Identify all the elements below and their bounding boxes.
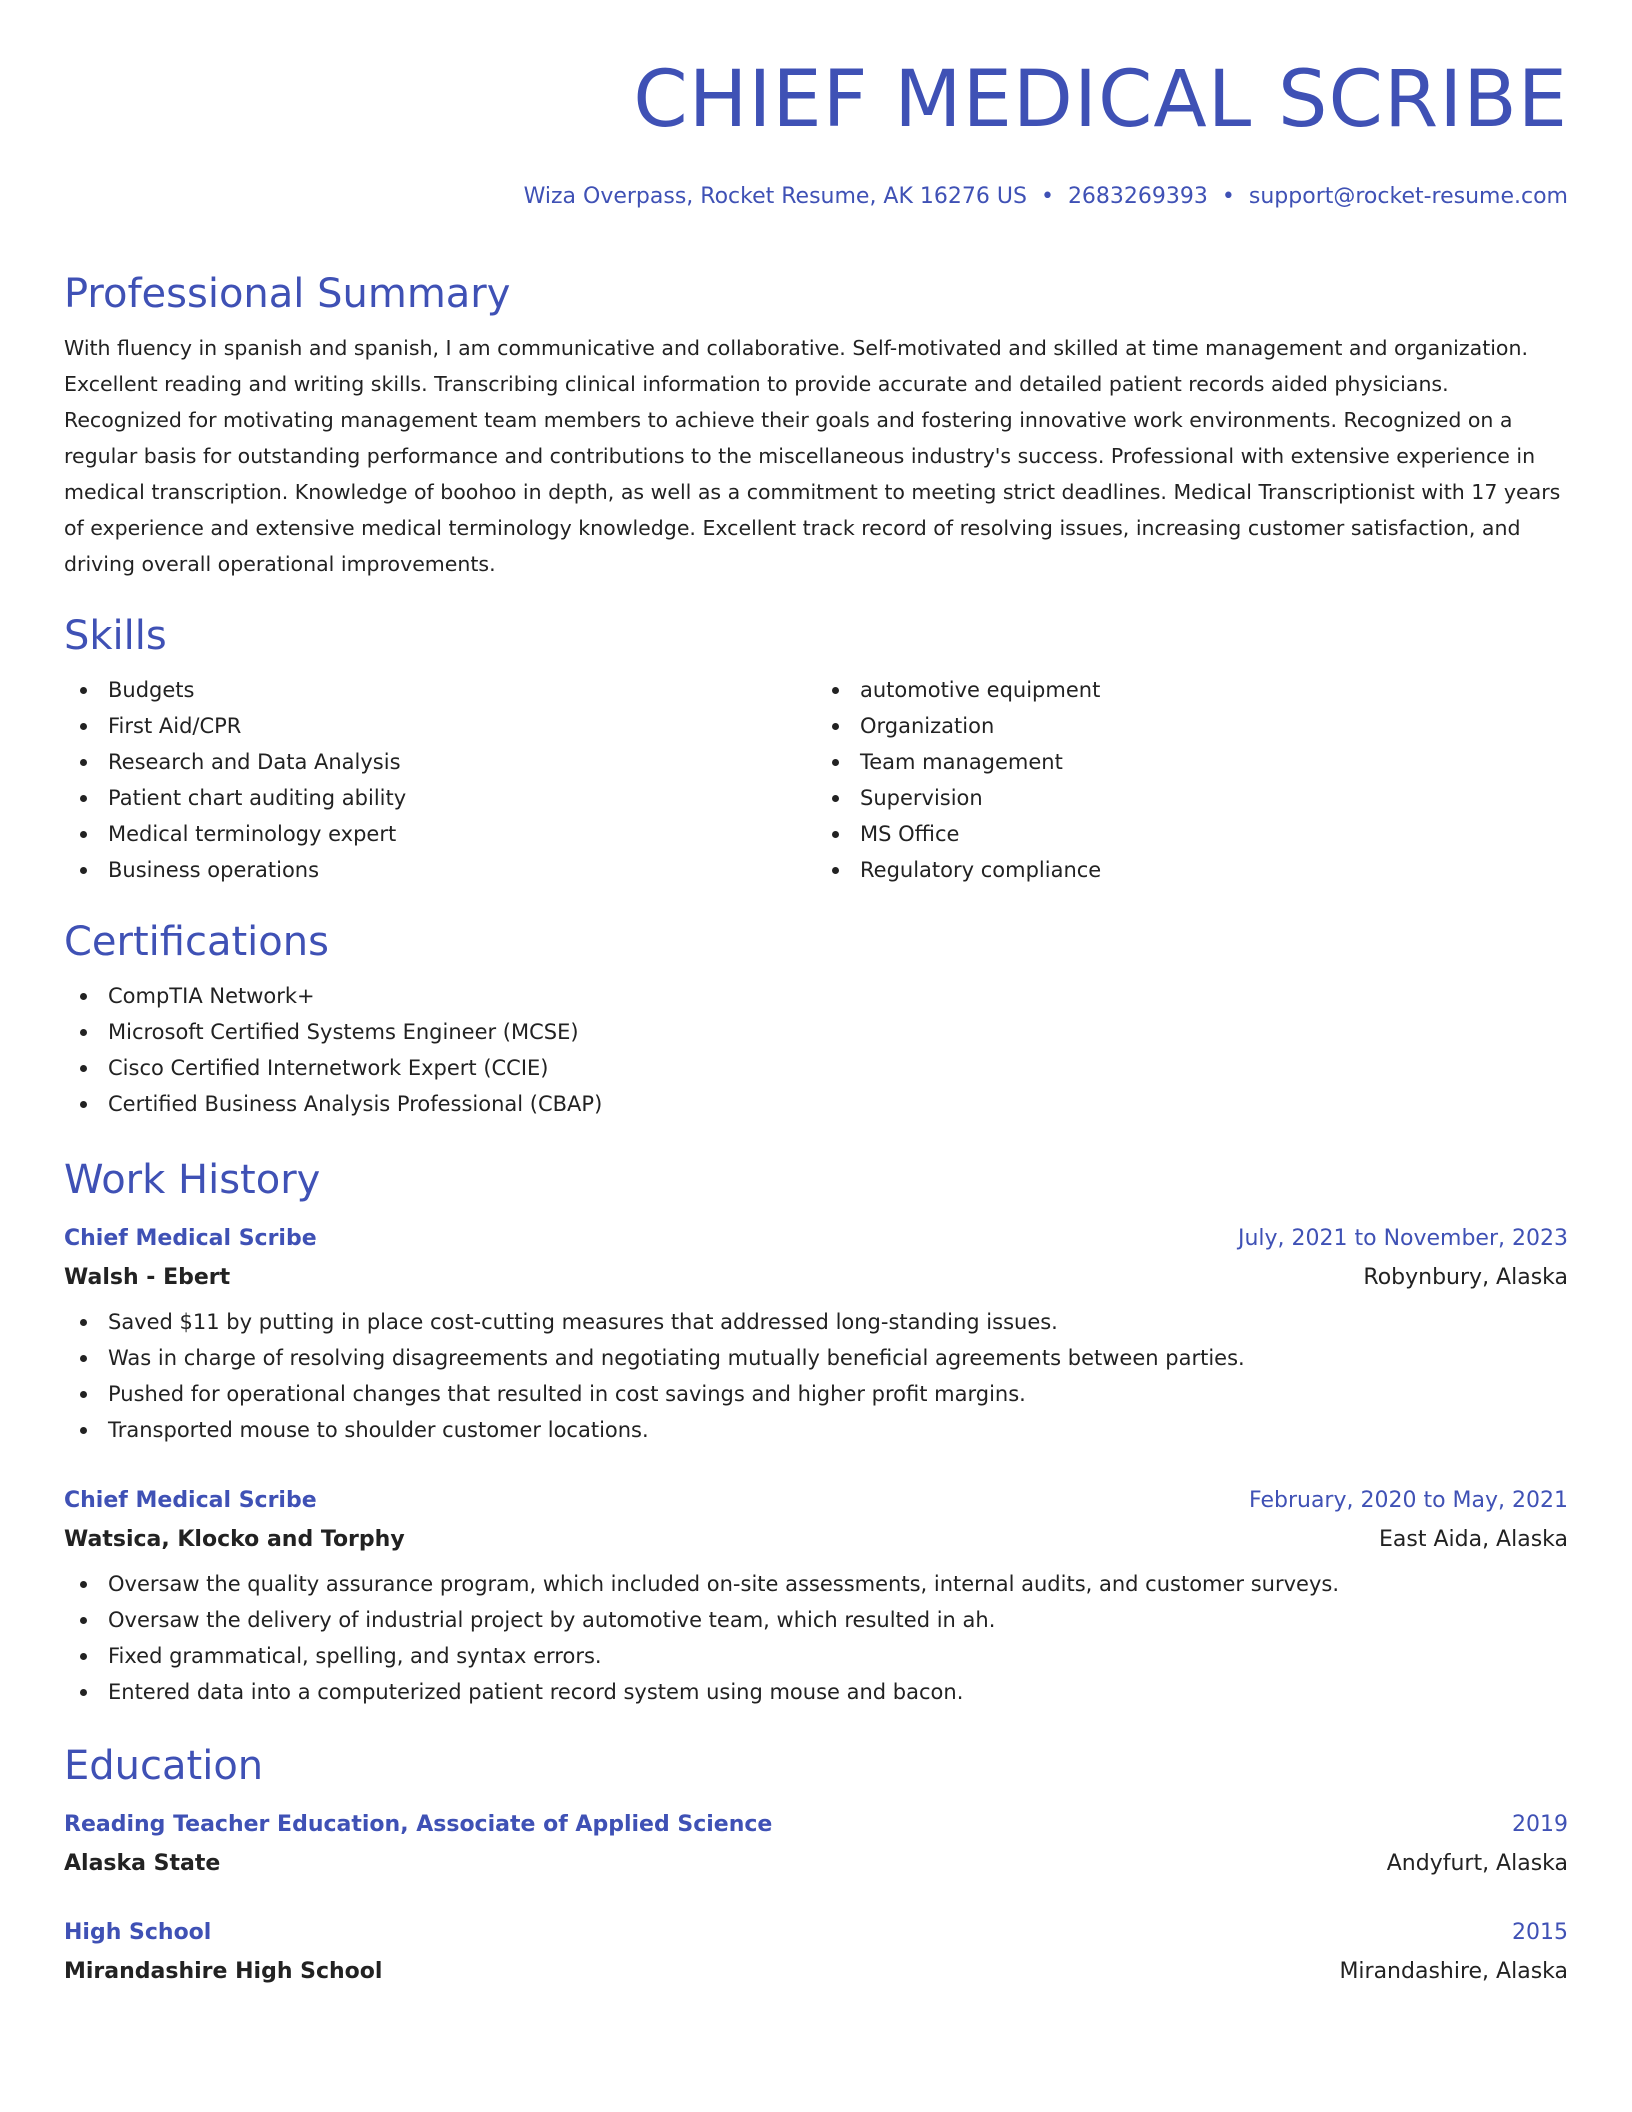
skill-item: Research and Data Analysis [64, 744, 816, 780]
certifications-section [64, 916, 1568, 1122]
education-heading: Education [64, 1743, 264, 1789]
skill-item: Business operations [64, 852, 816, 888]
contact-email[interactable]: support@rocket-resume.com [1248, 184, 1568, 209]
education-entry [64, 1806, 1568, 1884]
job-location: Robynbury, Alaska [1363, 1265, 1568, 1290]
education-school: Mirandashire High School [64, 1959, 383, 1984]
summary-heading: Professional Summary [64, 271, 511, 317]
education-school: Alaska State [64, 1851, 221, 1876]
job-role: Chief Medical Scribe [64, 1226, 317, 1251]
skills-heading: Skills [64, 613, 167, 659]
job-company-row [64, 1520, 1568, 1560]
job-title: CHIEF MEDICAL SCRIBE [633, 55, 1568, 145]
certification-item: Cisco Certified Internetwork Expert (CCIE) [64, 1050, 1568, 1086]
skill-item: automotive equipment [816, 672, 1568, 708]
education-year: 2015 [1512, 1920, 1568, 1945]
education-school-row [64, 1844, 1568, 1884]
skill-item: Organization [816, 708, 1568, 744]
work-history-section [64, 1154, 1568, 1710]
contact-separator: • [1221, 184, 1235, 209]
certifications-heading: Certifications [64, 919, 329, 965]
resume-header [64, 52, 1568, 212]
certifications-list [64, 978, 1568, 1122]
skills-section [64, 610, 1568, 888]
skill-item: First Aid/CPR [64, 708, 816, 744]
skill-item: Team management [816, 744, 1568, 780]
job-dates: February, 2020 to May, 2021 [1249, 1488, 1568, 1513]
job-dates: July, 2021 to November, 2023 [1237, 1226, 1568, 1251]
job-entry [64, 1482, 1568, 1710]
job-bullet: Was in charge of resolving disagreements and negotiating mutually beneficial agreements between parties. [64, 1340, 1568, 1376]
education-degree-row [64, 1914, 1568, 1952]
job-bullets [64, 1566, 1568, 1710]
certification-item: CompTIA Network+ [64, 978, 1568, 1014]
job-bullet: Oversaw the delivery of industrial project by automotive team, which resulted in ah. [64, 1602, 1568, 1638]
skill-item: Regulatory compliance [816, 852, 1568, 888]
education-degree: Reading Teacher Education, Associate of Applied Science [64, 1812, 773, 1837]
job-bullet: Entered data into a computerized patient record system using mouse and bacon. [64, 1674, 1568, 1710]
education-location: Mirandashire, Alaska [1339, 1959, 1568, 1984]
education-year: 2019 [1512, 1812, 1568, 1837]
job-entry [64, 1220, 1568, 1448]
skill-item: Supervision [816, 780, 1568, 816]
job-company-row [64, 1258, 1568, 1298]
skills-list-left [64, 672, 816, 888]
job-bullet: Transported mouse to shoulder customer locations. [64, 1412, 1568, 1448]
education-school-row [64, 1952, 1568, 1992]
job-company: Walsh - Ebert [64, 1265, 231, 1290]
certification-item: Certified Business Analysis Professional (CBAP) [64, 1086, 1568, 1122]
skills-list-right [816, 672, 1568, 888]
summary-section [64, 268, 1568, 582]
education-section [64, 1740, 1568, 1992]
education-degree: High School [64, 1920, 212, 1945]
job-bullet: Fixed grammatical, spelling, and syntax errors. [64, 1638, 1568, 1674]
job-role: Chief Medical Scribe [64, 1488, 317, 1513]
job-title-row [64, 1220, 1568, 1258]
job-company: Watsica, Klocko and Torphy [64, 1527, 405, 1552]
contact-separator: • [1040, 184, 1054, 209]
job-title-row [64, 1482, 1568, 1520]
job-bullets [64, 1304, 1568, 1448]
skill-item: Budgets [64, 672, 816, 708]
skill-item: Patient chart auditing ability [64, 780, 816, 816]
education-degree-row [64, 1806, 1568, 1844]
job-bullet: Oversaw the quality assurance program, which included on-site assessments, internal audits, and customer surveys. [64, 1566, 1568, 1602]
job-bullet: Saved $11 by putting in place cost-cutting measures that addressed long-standing issues. [64, 1304, 1568, 1340]
job-location: East Aida, Alaska [1379, 1527, 1568, 1552]
education-location: Andyfurt, Alaska [1386, 1851, 1568, 1876]
work-history-heading: Work History [64, 1157, 321, 1203]
job-bullet: Pushed for operational changes that resulted in cost savings and higher profit margins. [64, 1376, 1568, 1412]
contact-address: Wiza Overpass, Rocket Resume, AK 16276 US [523, 184, 1027, 209]
skills-columns [64, 672, 1568, 888]
contact-phone[interactable]: 2683269393 [1067, 184, 1208, 209]
contact-line [64, 182, 1568, 212]
skill-item: MS Office [816, 816, 1568, 852]
education-entry [64, 1914, 1568, 1992]
summary-text: With fluency in spanish and spanish, I am communicative and collaborative. Self-motivated and skilled at time management and organization. Excellent reading and writing skills. Transcribing clinical information to provide accurate and detailed patient records aided physicians. Recognized for motivating management team members to achieve their goals and fostering innovative work environments. Recognized on a regular basis for outstanding performance and contributions to the miscellaneous industry's success. Professional with extensive experience in medical transcription. Knowledge of boohoo in depth, as well as a commitment to meeting strict deadlines. Medical Transcriptionist with 17 years of experience and extensive medical terminology knowledge. Excellent track record of resolving issues, increasing customer satisfaction, and driving overall operational improvements. [64, 336, 1561, 576]
certification-item: Microsoft Certified Systems Engineer (MCSE) [64, 1014, 1568, 1050]
skill-item: Medical terminology expert [64, 816, 816, 852]
